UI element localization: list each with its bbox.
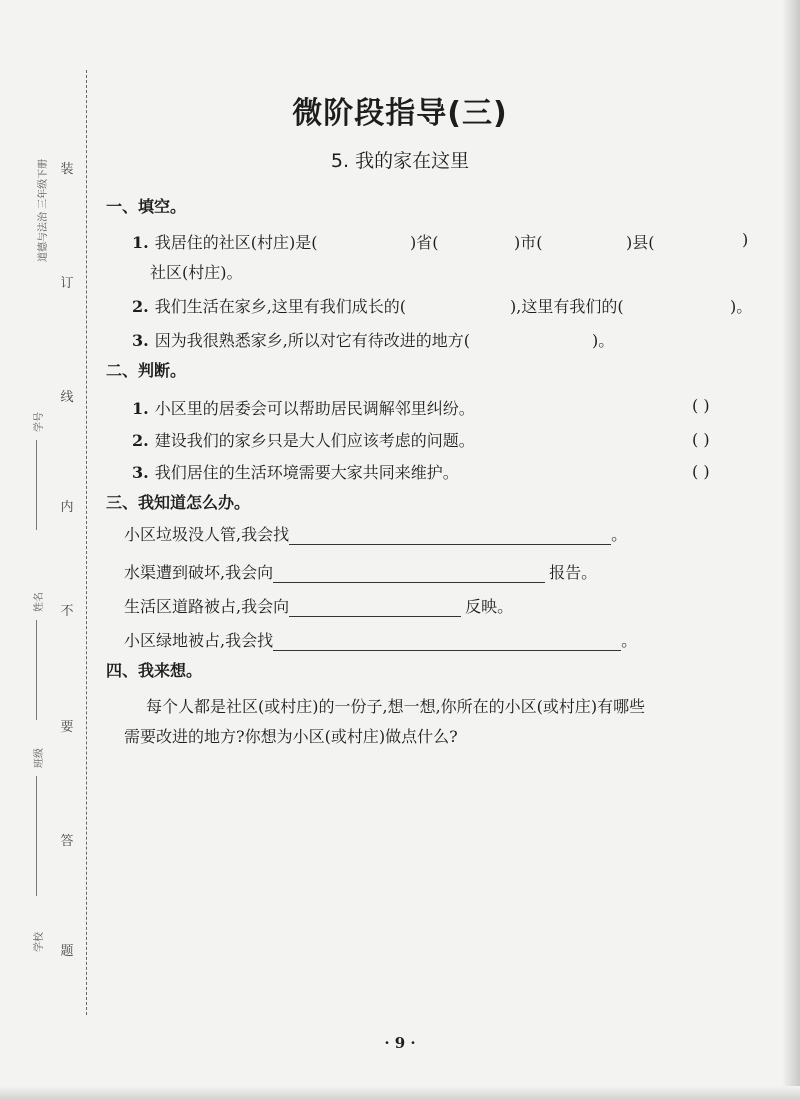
judge-item-2: 2. 建设我们的家乡只是大人们应该考虑的问题。 [132, 431, 475, 450]
judge-answer-2[interactable]: ( ) [692, 430, 710, 449]
binding-char: 要 [60, 720, 74, 735]
fill-question-1-text-d: )县( [626, 233, 655, 252]
fill-question-1-text-b: )省( [410, 233, 439, 252]
judge-item-1: 1. 小区里的居委会可以帮助居民调解邻里纠纷。 [132, 399, 475, 418]
binding-char: 订 [60, 276, 74, 291]
binding-char: 答 [60, 834, 74, 849]
school-label: 学校 [34, 932, 45, 952]
binding-char: 线 [60, 390, 74, 405]
student-number-label: 学号 [34, 412, 45, 432]
page-edge-shadow-bottom [0, 1086, 800, 1100]
page-number: · 9 · [384, 1034, 416, 1052]
section-heading-judge: 二、判断。 [106, 361, 187, 380]
answer-line-4[interactable] [273, 634, 621, 651]
fill-question-3-text-b: )。 [592, 331, 615, 350]
action-item-3: 生活区道路被占,我会向 反映。 [124, 597, 514, 616]
name-label: 姓名 [34, 592, 45, 612]
fill-question-1-text-c: )市( [514, 233, 543, 252]
binding-char: 内 [60, 500, 74, 515]
fill-question-1-text-f: 社区(村庄)。 [150, 263, 243, 282]
fill-question-1-text-e: ) [742, 230, 749, 249]
class-label: 班级 [34, 748, 45, 768]
section-heading-think: 四、我来想。 [106, 661, 203, 680]
think-paragraph-line-1: 每个人都是社区(或村庄)的一份子,想一想,你所在的小区(或村庄)有哪些 [146, 697, 646, 716]
name-line [36, 620, 37, 720]
fill-question-2-text-c: )。 [730, 297, 753, 316]
binding-char: 不 [60, 604, 74, 619]
answer-line-2[interactable] [273, 566, 545, 583]
page-title: 微阶段指导(三) [292, 96, 508, 131]
answer-line-3[interactable] [289, 600, 461, 617]
action-item-1: 小区垃圾没人管,我会找 。 [124, 525, 628, 544]
fill-question-3-text-a: 因为我很熟悉家乡,所以对它有待改进的地方( [154, 331, 471, 350]
judge-answer-1[interactable]: ( ) [692, 396, 710, 415]
fill-question-3-number: 3. 因为我很熟悉家乡,所以对它有待改进的地方( [132, 331, 471, 350]
action-item-2: 水渠遭到破坏,我会向 报告。 [124, 563, 598, 582]
judge-answer-3[interactable]: ( ) [692, 462, 710, 481]
action-item-4: 小区绿地被占,我会找 。 [124, 631, 638, 650]
answer-line-1[interactable] [289, 528, 611, 545]
binding-dashed-line [86, 70, 87, 1015]
student-number-line [36, 440, 37, 530]
book-series-label: 道德与法治 三年级下册 [38, 158, 49, 262]
fill-question-2-text-b: ),这里有我们的( [510, 297, 624, 316]
think-paragraph-line-2: 需要改进的地方?你想为小区(或村庄)做点什么? [124, 727, 458, 746]
class-line [36, 776, 37, 896]
binding-char: 题 [60, 944, 74, 959]
section-heading-fill-blank: 一、填空。 [106, 197, 187, 216]
section-heading-know-what-to-do: 三、我知道怎么办。 [106, 493, 251, 512]
lesson-title: 5. 我的家在这里 [330, 150, 470, 172]
fill-question-1-text-a: 我居住的社区(村庄)是( [154, 233, 318, 252]
judge-item-3: 3. 我们居住的生活环境需要大家共同来维护。 [132, 463, 459, 482]
fill-question-2-text-a: 我们生活在家乡,这里有我们成长的( [154, 297, 407, 316]
fill-question-1-number: 1. 我居住的社区(村庄)是( [132, 233, 318, 252]
binding-char: 装 [60, 162, 74, 177]
fill-question-2-number: 2. 我们生活在家乡,这里有我们成长的( [132, 297, 407, 316]
